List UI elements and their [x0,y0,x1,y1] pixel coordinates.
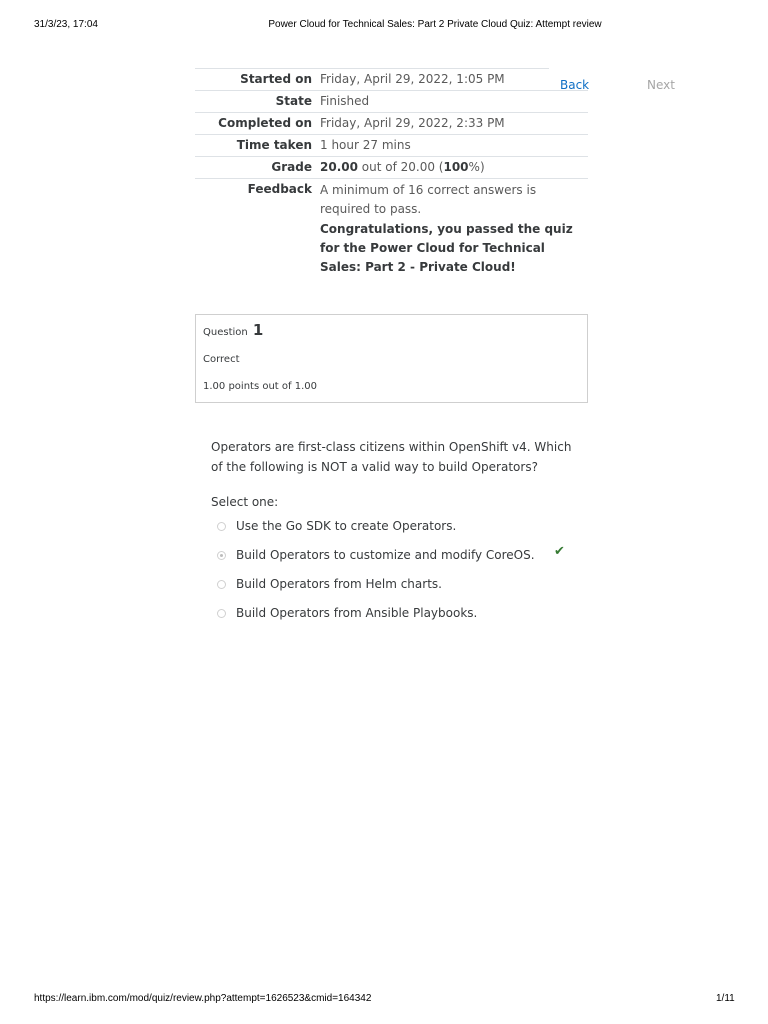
grade-value [320,159,588,175]
answer-text: Build Operators to customize and modify CoreOS. [236,548,535,562]
summary-row-completed [195,112,588,134]
question-grade: 1.00 points out of 1.00 [203,381,317,392]
summary-row-time [195,134,588,156]
question-text: Operators are first-class citizens within OpenShift v4. Which of the following is NOT a valid way to build Operators? [211,440,572,474]
time-taken-label: Time taken [236,138,312,152]
radio-button[interactable] [217,580,226,589]
answer-option-c[interactable] [216,576,576,605]
answer-option-d[interactable] [216,605,576,634]
answer-option-a[interactable] [216,518,576,547]
grade-suffix: %) [468,160,485,174]
grade-percent: 100 [443,160,469,174]
grade-middle: out of 20.00 ( [357,160,444,174]
answer-prompt: Select one: [211,495,279,509]
question-number [203,321,263,339]
answer-text: Build Operators from Helm charts. [236,577,442,591]
time-taken-value: 1 hour 27 mins [320,138,411,152]
print-url: https://learn.ibm.com/mod/quiz/review.php?attempt=1626523&cmid=164342 [34,993,372,1004]
print-page-number: 1/11 [716,993,735,1004]
attempt-summary-table [195,68,588,280]
radio-button-selected[interactable] [217,551,226,560]
answer-text: Use the Go SDK to create Operators. [236,519,457,533]
feedback-label: Feedback [247,182,312,196]
next-link: Next [647,78,675,92]
answer-text: Build Operators from Ansible Playbooks. [236,606,478,620]
state-value: Finished [320,94,370,108]
state-label: State [275,94,312,108]
print-title: Power Cloud for Technical Sales: Part 2 Private Cloud Quiz: Attempt review [268,19,602,30]
summary-row-grade [195,156,588,178]
started-on-label: Started on [240,72,312,86]
question-number-value: 1 [252,321,264,339]
radio-button[interactable] [217,609,226,618]
completed-on-value: Friday, April 29, 2022, 2:33 PM [320,116,505,130]
question-state: Correct [203,354,240,365]
answer-list [216,518,576,634]
print-date: 31/3/23, 17:04 [34,19,98,30]
grade-score: 20.00 [320,160,358,174]
radio-button[interactable] [217,522,226,531]
question-label: Question [203,327,248,338]
correct-check-icon: ✔ [554,544,565,559]
answer-option-b[interactable] [216,544,576,576]
summary-row-started [195,68,549,90]
started-on-value: Friday, April 29, 2022, 1:05 PM [320,72,505,86]
feedback-value [320,181,588,277]
back-link[interactable]: Back [560,78,590,92]
feedback-requirement: A minimum of 16 correct answers is required to pass. [320,183,537,216]
completed-on-label: Completed on [218,116,312,130]
grade-label: Grade [271,160,312,174]
feedback-congratulations: Congratulations, you passed the quiz for the Power Cloud for Technical Sales: Part 2 - Private Cloud! [320,222,573,274]
summary-row-state [195,90,588,112]
summary-row-feedback [195,178,588,280]
question-info-box [195,314,588,403]
